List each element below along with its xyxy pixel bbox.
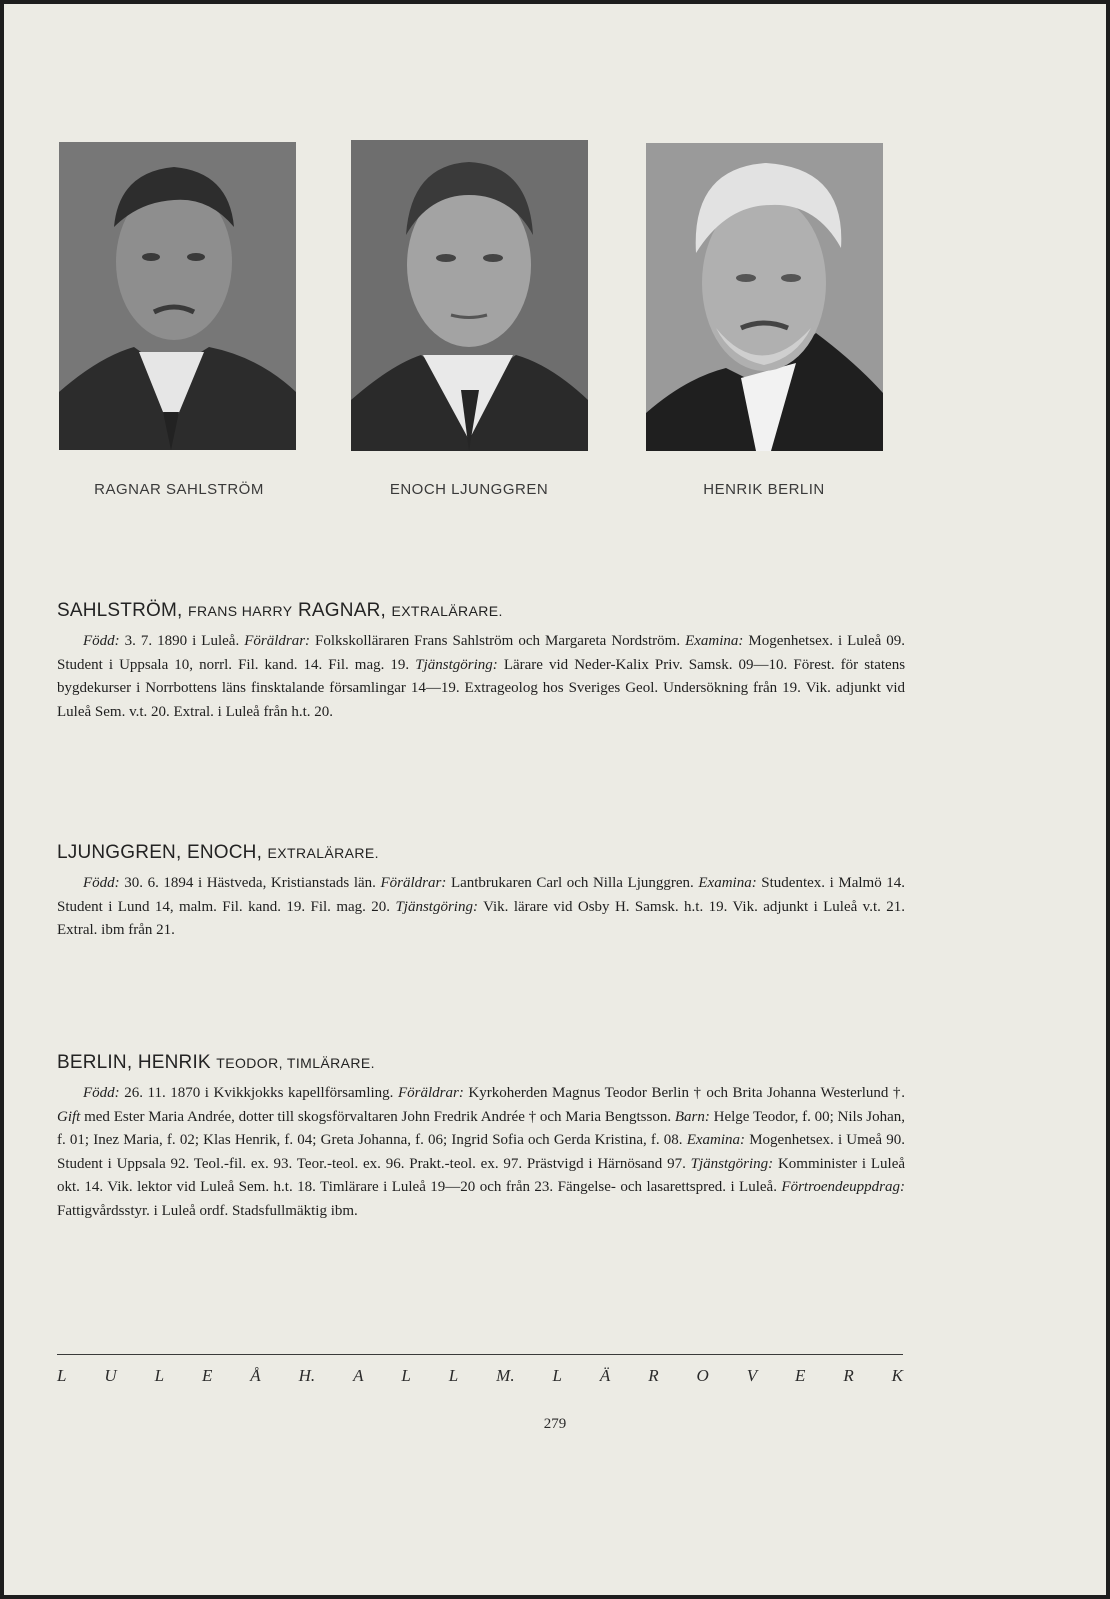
entry-heading — [57, 1052, 905, 1074]
caption-sahlstrom: RAGNAR SAHLSTRÖM — [94, 481, 264, 498]
called-name: ENOCH, — [186, 842, 263, 863]
footer-letter: R — [648, 1366, 659, 1385]
text-tjanstgoring: Lärare vid Neder-Kalix Priv. Samsk. 09—10. Förest. för statens bygdekurser i Norrbottens läns finsktalande församlingar 14—19. Extrageolog hos Sveriges Geol. Undersökning från 19. Vik. adjunkt vid Luleå Sem. v.t. 20. Extral. i Luleå från h.t. 20. — [57, 656, 906, 720]
label-foraldrar: Föräldrar: — [244, 633, 311, 649]
footer-letter: L — [401, 1366, 411, 1385]
surname: LJUNGGREN, — [57, 842, 182, 863]
footer-letter: O — [696, 1366, 709, 1385]
label-fodd: Född: — [83, 633, 120, 649]
entry-body — [57, 1082, 905, 1223]
label-fodd: Född: — [83, 875, 120, 891]
footer-letter: L — [57, 1366, 67, 1385]
entry-ljunggren — [57, 842, 905, 943]
text-fodd: 3. 7. 1890 i Luleå. — [124, 633, 240, 649]
entry-heading — [57, 842, 905, 864]
label-examina: Examina: — [698, 875, 757, 891]
footer-letter: H. — [298, 1366, 316, 1385]
label-examina: Examina: — [686, 1132, 746, 1148]
entry-body — [57, 872, 905, 943]
label-gift: Gift — [57, 1108, 81, 1125]
footer-letter: L — [552, 1366, 562, 1385]
label-barn: Barn: — [674, 1108, 710, 1125]
label-examina: Examina: — [685, 633, 744, 649]
page-number: 279 — [543, 1416, 567, 1432]
footer-letter: V — [746, 1366, 758, 1385]
portrait-photo-berlin — [646, 143, 883, 451]
portrait-photo-ljunggren — [351, 140, 588, 451]
entry-berlin — [57, 1052, 905, 1223]
text-tjanstgoring: Komminister i Luleå okt. 14. Vik. lektor vid Luleå Sem. h.t. 18. Timlärare i Luleå 19—20 och från 23. Fängelse- och lasarettspred. i Luleå. — [57, 1155, 906, 1195]
label-tjanstgoring: Tjänstgöring: — [395, 898, 478, 915]
running-footer — [57, 1366, 903, 1386]
label-tjanstgoring: Tjänstgöring: — [415, 656, 498, 673]
footer-letter: L — [448, 1366, 459, 1385]
label-foraldrar: Föräldrar: — [397, 1085, 464, 1101]
caption-ljunggren: ENOCH LJUNGGREN — [389, 481, 549, 498]
text-gift: med Ester Maria Andrée, dotter till skogsförvaltaren John Fredrik Andrée † och Maria Bengtsson. — [84, 1108, 672, 1125]
position-title: EXTRALÄRARE. — [391, 603, 503, 619]
text-fodd: 30. 6. 1894 i Hästveda, Kristianstads län. — [124, 875, 376, 891]
footer-letter: U — [104, 1366, 117, 1385]
entry-body — [57, 630, 905, 724]
portrait-photo-sahlstrom — [59, 142, 296, 450]
text-foraldrar: Lantbrukaren Carl och Nilla Ljunggren. — [450, 875, 694, 891]
text-barn: Helge Teodor, f. 00; Nils Johan, f. 01; Inez Maria, f. 02; Klas Henrik, f. 04; Greta Johanna, f. 06; Ingrid Sofia och Gerda Kristina, f. 08. — [57, 1108, 906, 1148]
caption-berlin: HENRIK BERLIN — [703, 481, 825, 498]
label-foraldrar: Föräldrar: — [380, 875, 447, 891]
text-examina: Mogenhetsex. i Umeå 90. Student i Uppsala 92. Teol.-fil. ex. 93. Teor.-teol. ex. 96. Prakt.-teol. ex. 97. Prästvigd i Härnösand 97. — [57, 1132, 905, 1172]
given-names: FRANS HARRY — [188, 603, 293, 619]
position-title: EXTRALÄRARE. — [267, 845, 379, 861]
footer-rule — [57, 1354, 903, 1355]
called-name: HENRIK — [137, 1052, 211, 1073]
footer-letter: M. — [496, 1366, 515, 1385]
surname: SAHLSTRÖM, — [57, 600, 183, 621]
page — [4, 4, 1106, 1595]
called-name: RAGNAR, — [298, 600, 386, 621]
footer-letter: A — [353, 1366, 364, 1385]
text-foraldrar: Kyrkoherden Magnus Teodor Berlin † och Brita Johanna Westerlund †. — [468, 1085, 906, 1101]
text-examina: Mogenhetsex. i Luleå 09. Student i Uppsala 10, norrl. Fil. kand. 14. Fil. mag. 19. — [57, 633, 906, 673]
footer-letter: K — [891, 1366, 903, 1385]
footer-letter: E — [201, 1366, 213, 1385]
entry-heading — [57, 600, 905, 622]
surname: BERLIN, — [57, 1052, 133, 1073]
text-foraldrar: Folkskolläraren Frans Sahlström och Margareta Nordström. — [315, 633, 681, 649]
text-fodd: 26. 11. 1870 i Kvikkjokks kapellförsamling. — [124, 1085, 394, 1101]
footer-letter: Å — [250, 1366, 261, 1385]
position-title: TEODOR, TIMLÄRARE. — [216, 1055, 375, 1071]
text-tjanstgoring: Vik. lärare vid Osby H. Samsk. h.t. 19. Vik. adjunkt i Luleå v.t. 21. Extral. ibm från 21. — [57, 898, 906, 938]
label-fortroendeuppdrag: Förtroendeuppdrag: — [781, 1179, 906, 1195]
text-examina: Studentex. i Malmö 14. Student i Lund 14, malm. Fil. kand. 19. Fil. mag. 20. — [57, 875, 906, 915]
entry-sahlstrom — [57, 600, 905, 724]
text-fortroendeuppdrag: Fattigvårdsstyr. i Luleå ordf. Stadsfullmäktig ibm. — [57, 1202, 358, 1219]
label-tjanstgoring: Tjänstgöring: — [690, 1155, 774, 1172]
label-fodd: Född: — [83, 1085, 120, 1101]
footer-letter: R — [843, 1366, 854, 1385]
footer-letter: E — [795, 1366, 806, 1385]
footer-letter: Ä — [599, 1366, 611, 1385]
footer-letter: L — [154, 1366, 165, 1385]
